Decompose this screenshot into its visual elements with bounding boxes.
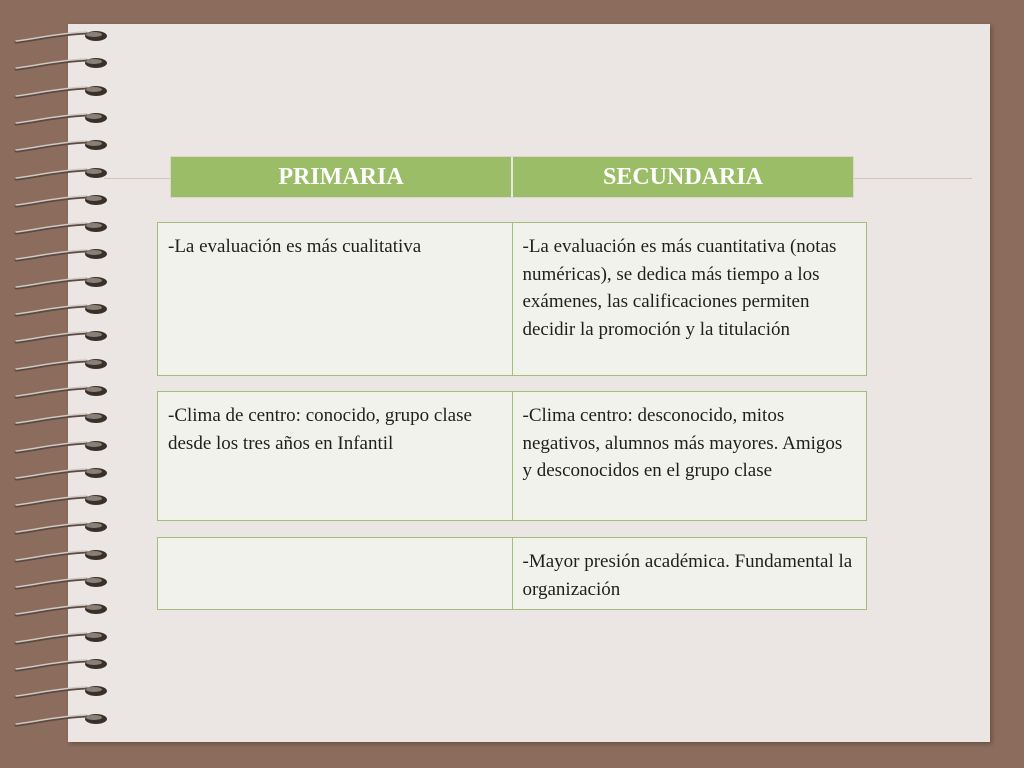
spiral-ring-icon <box>14 192 114 208</box>
comparison-header <box>170 156 854 198</box>
spiral-ring-icon <box>14 356 114 372</box>
spiral-ring-icon <box>14 629 114 645</box>
spiral-ring-icon <box>14 28 114 44</box>
spiral-ring-icon <box>14 711 114 727</box>
spiral-ring-icon <box>14 574 114 590</box>
spiral-ring-icon <box>14 683 114 699</box>
spiral-ring-icon <box>14 492 114 508</box>
spiral-ring-icon <box>14 55 114 71</box>
spiral-ring-icon <box>14 547 114 563</box>
spiral-ring-icon <box>14 110 114 126</box>
spiral-ring-icon <box>14 137 114 153</box>
spiral-ring-icon <box>14 274 114 290</box>
header-secundaria: SECUNDARIA <box>511 157 853 197</box>
cell-primaria <box>158 538 512 609</box>
spiral-ring-icon <box>14 219 114 235</box>
spiral-ring-icon <box>14 383 114 399</box>
cell-secundaria: -La evaluación es más cuantitativa (notas numéricas), se dedica más tiempo a los exámenes, las calificaciones permiten decidir la promoción y la titulación <box>512 223 867 375</box>
spiral-ring-icon <box>14 165 114 181</box>
spiral-ring-icon <box>14 465 114 481</box>
comparison-row <box>157 537 867 610</box>
spiral-ring-icon <box>14 83 114 99</box>
spiral-ring-icon <box>14 601 114 617</box>
cell-secundaria: -Mayor presión académica. Fundamental la organización <box>512 538 867 609</box>
cell-secundaria: -Clima centro: desconocido, mitos negativos, alumnos más mayores. Amigos y desconocidos en el grupo clase <box>512 392 867 520</box>
spiral-ring-icon <box>14 438 114 454</box>
spiral-ring-icon <box>14 246 114 262</box>
notebook-page <box>68 24 990 742</box>
cell-primaria: -Clima de centro: conocido, grupo clase desde los tres años en Infantil <box>168 405 472 454</box>
spiral-ring-icon <box>14 301 114 317</box>
spiral-ring-icon <box>14 328 114 344</box>
comparison-row <box>157 222 867 376</box>
header-primaria: PRIMARIA <box>278 163 404 190</box>
cell-primaria: -La evaluación es más cualitativa <box>168 236 422 257</box>
spiral-ring-icon <box>14 410 114 426</box>
spiral-ring-icon <box>14 519 114 535</box>
comparison-row <box>157 391 867 521</box>
spiral-binding <box>0 28 120 748</box>
spiral-ring-icon <box>14 656 114 672</box>
